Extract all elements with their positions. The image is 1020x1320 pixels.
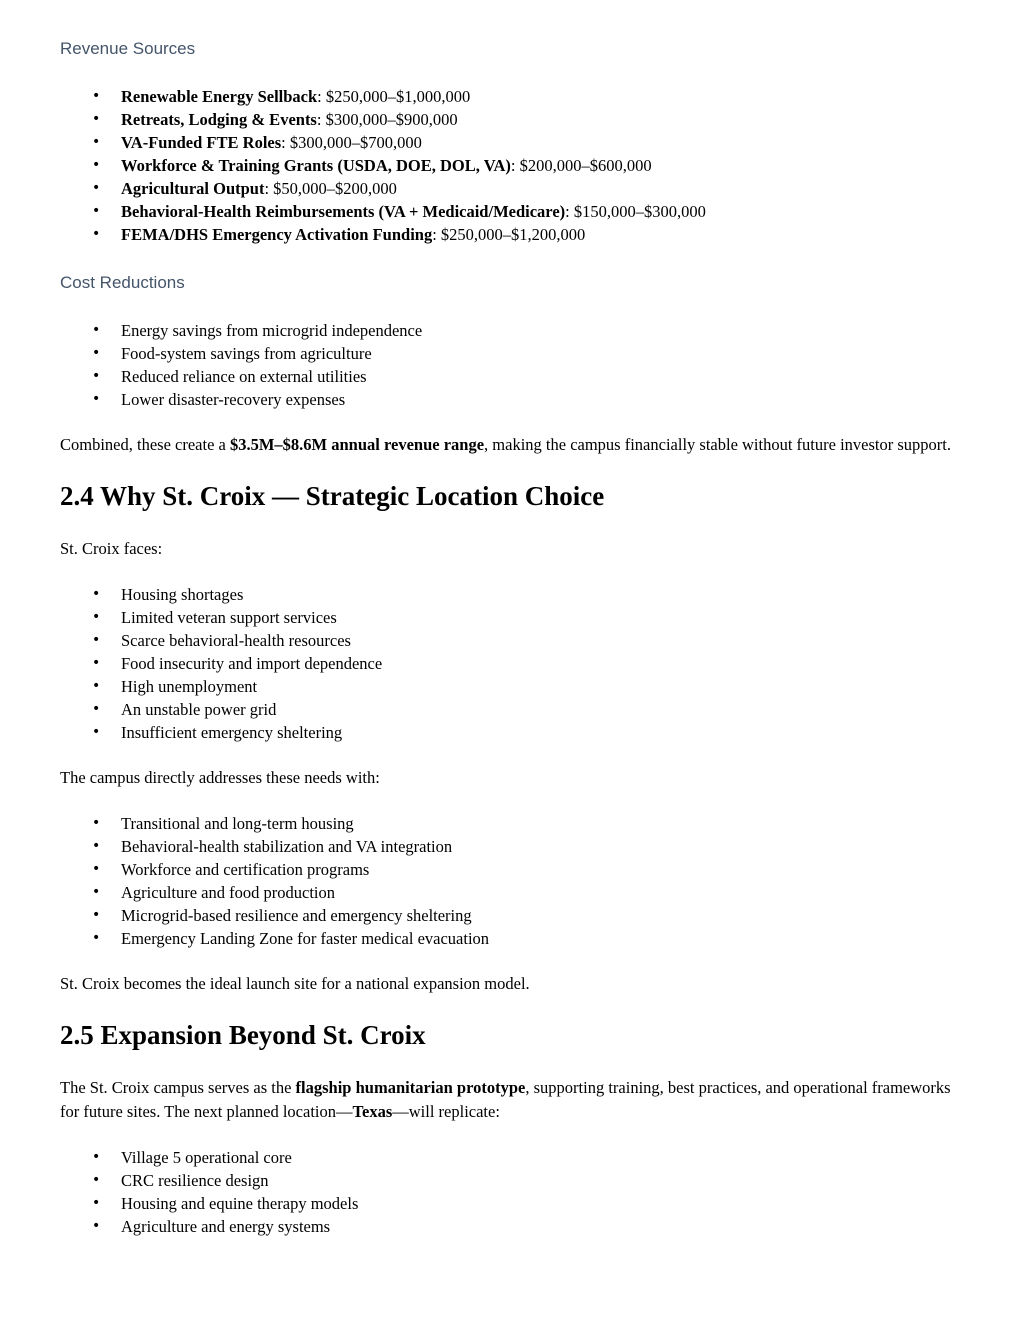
list-item-value: : $200,000–$600,000 xyxy=(510,156,652,175)
bold-text: flagship humanitarian prototype xyxy=(295,1078,526,1097)
list-item: • Reduced reliance on external utilities xyxy=(60,365,960,388)
launch-site-paragraph: St. Croix becomes the ideal launch site for a national expansion model. xyxy=(60,974,530,993)
paragraph-text: The St. Croix campus serves as the xyxy=(60,1078,296,1097)
list-item: • Food insecurity and import dependence xyxy=(60,652,960,675)
list-item: • Insufficient emergency sheltering xyxy=(60,721,960,744)
expansion-paragraph xyxy=(60,1076,960,1124)
list-item: • CRC resilience design xyxy=(60,1169,960,1192)
list-item: • Behavioral-health stabilization and VA integration xyxy=(60,835,960,858)
cost-reductions-list xyxy=(60,319,960,411)
paragraph-text: , making the campus financially stable without future investor support. xyxy=(484,435,951,454)
list-item-value: : $50,000–$200,000 xyxy=(264,179,397,198)
list-item: • Limited veteran support services xyxy=(60,606,960,629)
list-item xyxy=(60,223,960,246)
list-item: • Village 5 operational core xyxy=(60,1146,960,1169)
section-heading-cost-reductions: Cost Reductions xyxy=(60,273,185,292)
list-item xyxy=(60,108,960,131)
revenue-sources-list xyxy=(60,85,960,246)
paragraph-text: —will replicate: xyxy=(392,1102,500,1121)
list-item: • Agriculture and energy systems xyxy=(60,1215,960,1238)
st-croix-faces-list xyxy=(60,583,960,744)
paragraph-text: Combined, these create a xyxy=(60,435,230,454)
replicate-list xyxy=(60,1146,960,1238)
list-item xyxy=(60,177,960,200)
campus-addresses-list xyxy=(60,812,960,950)
list-item xyxy=(60,200,960,223)
st-croix-faces-intro: St. Croix faces: xyxy=(60,539,163,558)
list-item: • Housing and equine therapy models xyxy=(60,1192,960,1215)
list-item: • Microgrid-based resilience and emergency sheltering xyxy=(60,904,960,927)
list-item: • Workforce and certification programs xyxy=(60,858,960,881)
list-item: • Lower disaster-recovery expenses xyxy=(60,388,960,411)
list-item: • High unemployment xyxy=(60,675,960,698)
list-item-value: : $300,000–$700,000 xyxy=(281,133,422,152)
list-item-value: : $250,000–$1,000,000 xyxy=(317,87,471,106)
list-item-value: : $300,000–$900,000 xyxy=(316,110,458,129)
list-item: • Transitional and long-term housing xyxy=(60,812,960,835)
list-item-term: Agricultural Output xyxy=(121,179,265,198)
heading-2-5-expansion: 2.5 Expansion Beyond St. Croix xyxy=(60,1020,426,1050)
bold-text: Texas xyxy=(352,1102,393,1121)
list-item: • Housing shortages xyxy=(60,583,960,606)
list-item: • Food-system savings from agriculture xyxy=(60,342,960,365)
list-item-term: Renewable Energy Sellback xyxy=(121,87,318,106)
combined-revenue-paragraph xyxy=(60,433,960,457)
list-item-term: FEMA/DHS Emergency Activation Funding xyxy=(121,225,433,244)
list-item-term: Retreats, Lodging & Events xyxy=(121,110,317,129)
bold-text: $3.5M–$8.6M annual revenue range xyxy=(229,435,485,454)
list-item: • Scarce behavioral-health resources xyxy=(60,629,960,652)
list-item-term: Behavioral-Health Reimbursements (VA + Medicaid/Medicare) xyxy=(121,202,566,221)
list-item-term: VA-Funded FTE Roles xyxy=(121,133,282,152)
list-item-term: Workforce & Training Grants (USDA, DOE, DOL, VA) xyxy=(121,156,511,175)
heading-2-4-why-st-croix: 2.4 Why St. Croix — Strategic Location Choice xyxy=(60,481,605,511)
paragraph-text: , supporting training, best practices, and operational frameworks for future sites. The next planned location— xyxy=(60,1078,951,1121)
list-item: • Energy savings from microgrid independence xyxy=(60,319,960,342)
list-item xyxy=(60,154,960,177)
list-item: • An unstable power grid xyxy=(60,698,960,721)
list-item: • Emergency Landing Zone for faster medical evacuation xyxy=(60,927,960,950)
section-heading-revenue-sources: Revenue Sources xyxy=(60,39,196,58)
campus-addresses-intro: The campus directly addresses these needs with: xyxy=(60,768,380,787)
list-item xyxy=(60,131,960,154)
list-item: • Agriculture and food production xyxy=(60,881,960,904)
list-item-value: : $250,000–$1,200,000 xyxy=(432,225,586,244)
list-item xyxy=(60,85,960,108)
list-item-value: : $150,000–$300,000 xyxy=(565,202,706,221)
